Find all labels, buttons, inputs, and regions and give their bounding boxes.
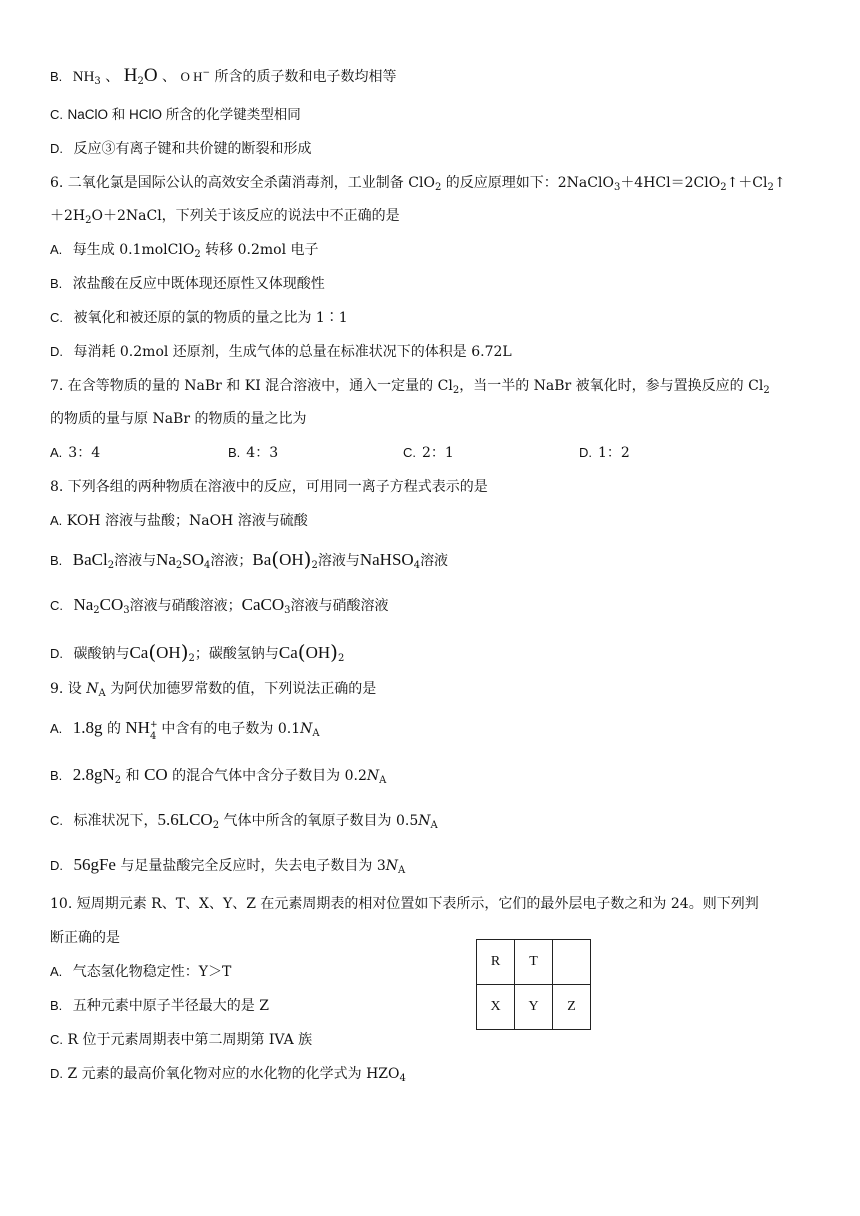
option-label: C. xyxy=(50,310,63,325)
option-text: 溶液与 xyxy=(317,553,360,569)
stem-text: 的物质的量与原 NaBr 的物质的量之比为 xyxy=(50,411,307,427)
periodic-table-fragment xyxy=(476,939,591,1030)
option-text: 碳酸钠与 xyxy=(73,646,130,662)
option-label: D. xyxy=(50,1066,63,1081)
subscript: 2 xyxy=(767,182,774,193)
stem-text: 断正确的是 xyxy=(50,930,120,946)
table-row xyxy=(477,985,591,1030)
option-label: C. xyxy=(50,813,63,828)
stem-text: ＋2H xyxy=(50,208,86,224)
option-text: 溶液与硝酸溶液； xyxy=(129,598,242,614)
avogadro-symbol: N xyxy=(300,721,313,737)
option-label: A. xyxy=(50,445,63,460)
subscript: 2 xyxy=(452,385,460,396)
formula-nahso4: NaHSO xyxy=(359,550,414,569)
option-label: C. xyxy=(403,445,416,460)
table-cell: T xyxy=(515,940,553,985)
q6-stem-line1 xyxy=(50,174,786,197)
stem-text: ↑ xyxy=(773,175,786,191)
option-text: 气体中所含的氧原子数目为 0.5 xyxy=(219,813,419,829)
option-text: 溶液与硝酸溶液 xyxy=(290,598,389,614)
option-text: 的 xyxy=(102,721,126,737)
stem-text: ↑＋Cl xyxy=(726,175,768,191)
q7-stem-line2 xyxy=(50,410,306,428)
avogadro-symbol: N xyxy=(366,768,380,784)
formula-caoh2: Ca xyxy=(129,643,149,662)
option-label: B. xyxy=(50,553,63,568)
q8-option-b xyxy=(50,549,448,575)
option-text: 所含的质子数和电子数均相等 xyxy=(214,69,397,85)
option-text: 2：1 xyxy=(422,445,454,461)
subscript: 4 xyxy=(413,560,421,571)
option-text: 被氧化和被还原的氯的物质的量之比为 1∶1 xyxy=(73,310,348,326)
subscript: 4 xyxy=(149,731,157,742)
option-text: Z 元素的最高价氧化物对应的水化物的化学式为 HZO xyxy=(67,1066,400,1082)
q5-option-c xyxy=(50,106,301,124)
separator: 、 xyxy=(105,69,120,85)
subscript: 2 xyxy=(212,820,220,831)
option-label: C. xyxy=(50,107,63,122)
option-text: 溶液与 xyxy=(114,553,157,569)
stem-text: 9. 设 xyxy=(50,681,87,697)
q7-stem-line1 xyxy=(50,377,770,400)
table-cell: Y xyxy=(515,985,553,1030)
subscript: 2 xyxy=(194,249,201,260)
formula-na2so4: Na xyxy=(156,550,176,569)
formula-baoh2: Ba xyxy=(252,550,272,569)
option-label: D. xyxy=(50,646,63,661)
formula-na2co3-b: CO xyxy=(99,595,124,614)
q5-option-d xyxy=(50,140,311,158)
q6-option-c xyxy=(50,309,348,327)
formula-h2o-o: O xyxy=(143,65,158,86)
option-label: D. xyxy=(579,445,592,460)
option-label: D. xyxy=(50,858,63,873)
formula-caoh2-2: Ca xyxy=(278,643,298,662)
formula-h2o: H xyxy=(123,65,138,86)
formula-nh3: NH xyxy=(72,69,95,85)
option-label: A. xyxy=(50,513,63,528)
q6-option-a xyxy=(50,241,319,264)
subscript: 3 xyxy=(123,605,130,616)
subscript: 2 xyxy=(188,653,195,664)
superscript: − xyxy=(202,68,211,78)
subscript: 3 xyxy=(613,182,621,193)
left-paren: ( xyxy=(271,547,280,571)
subscript: A xyxy=(312,728,320,739)
q9-option-a xyxy=(50,719,320,743)
right-paren: ) xyxy=(180,640,189,664)
stem-text: ，当一半的 NaBr 被氧化时，参与置换反应的 Cl xyxy=(459,378,764,394)
option-text: 五种元素中原子半径最大的是 Z xyxy=(72,998,269,1014)
q8-stem xyxy=(50,478,488,496)
option-text: ；碳酸氢钠与 xyxy=(194,646,279,662)
right-paren: ) xyxy=(303,547,312,571)
subscript: A xyxy=(98,688,106,699)
quantity: 5.6LCO xyxy=(157,810,213,829)
table-cell: X xyxy=(477,985,515,1030)
option-text: 溶液 xyxy=(420,553,449,569)
option-text: 转移 0.2mol 电子 xyxy=(200,242,319,258)
stem-text: 8. 下列各组的两种物质在溶液中的反应，可用同一离子方程式表示的是 xyxy=(50,479,488,495)
subscript: 2 xyxy=(107,560,115,571)
superscript: + xyxy=(149,720,158,730)
q8-option-a xyxy=(50,512,308,530)
option-text: R 位于元素周期表中第二周期第 IVA 族 xyxy=(67,1032,313,1048)
stem-text: 10. 短周期元素 R、T、X、Y、Z 在元素周期表的相对位置如下表所示，它们的最外层电子数之和为 24。则下列判 xyxy=(50,896,759,912)
q5-option-b xyxy=(50,64,396,91)
avogadro-symbol: N xyxy=(385,858,399,874)
stem-text: 为阿伏加德罗常数的值，下列说法正确的是 xyxy=(105,681,377,697)
formula-nh4: NH xyxy=(125,718,150,737)
stem-text: O＋2NaCl，下列关于该反应的说法中不正确的是 xyxy=(91,208,400,224)
option-text: 气态氢化物稳定性：Y＞T xyxy=(72,964,232,980)
subscript: 2 xyxy=(93,605,100,616)
option-text: 和 xyxy=(121,768,145,784)
separator: 、 xyxy=(162,69,176,85)
q6-option-d xyxy=(50,343,512,361)
formula-oh: O H xyxy=(180,69,203,84)
option-label: D. xyxy=(50,344,63,359)
option-text: 溶液； xyxy=(210,553,253,569)
q10-option-a xyxy=(50,963,231,981)
option-text: 与足量盐酸完全反应时，失去电子数目为 3 xyxy=(115,858,386,874)
q10-stem-line2 xyxy=(50,929,120,947)
stem-text: ＋4HCl＝2ClO xyxy=(620,175,721,191)
option-text: 的混合气体中含分子数目为 0.2 xyxy=(167,768,367,784)
q10-option-b xyxy=(50,997,269,1015)
quantity: 2.8gN xyxy=(72,765,115,784)
subscript: 2 xyxy=(85,215,92,226)
formula-bacl2: BaCl xyxy=(72,550,108,569)
q9-option-c xyxy=(50,811,438,835)
q6-option-b xyxy=(50,275,325,293)
formula-co: CO xyxy=(144,765,168,784)
stem-text: 6. 二氧化氯是国际公认的高效安全杀菌消毒剂，工业制备 ClO xyxy=(50,175,435,191)
option-label: C. xyxy=(50,1032,63,1047)
subscript: 2 xyxy=(175,560,183,571)
option-label: D. xyxy=(50,141,63,156)
subscript: 2 xyxy=(720,182,727,193)
q7-option-d xyxy=(579,444,630,462)
formula-oh: OH xyxy=(156,643,181,662)
q7-option-c xyxy=(403,444,454,462)
formula-oh: OH xyxy=(279,550,304,569)
option-text: NaClO 和 HClO 所含的化学键类型相同 xyxy=(67,107,301,122)
q10-option-c xyxy=(50,1031,312,1049)
subscript: A xyxy=(430,820,438,831)
option-text: 1：2 xyxy=(598,445,630,461)
option-text: KOH 溶液与盐酸；NaOH 溶液与硫酸 xyxy=(66,513,308,529)
option-label: B. xyxy=(50,768,63,783)
option-text: 4：3 xyxy=(246,445,279,461)
table-row xyxy=(477,940,591,985)
subscript: 2 xyxy=(114,775,122,786)
q8-option-d xyxy=(50,642,344,668)
option-text: 标准状况下， xyxy=(73,813,158,829)
table-cell: Z xyxy=(553,985,591,1030)
avogadro-symbol: N xyxy=(86,681,99,697)
subscript: 2 xyxy=(763,385,770,396)
left-paren: ( xyxy=(297,640,306,664)
subscript: 4 xyxy=(399,1073,406,1084)
subscript: 2 xyxy=(137,76,144,87)
option-label: A. xyxy=(50,964,63,979)
q7-option-b xyxy=(228,444,278,462)
option-text: 浓盐酸在反应中既体现还原性又体现酸性 xyxy=(72,276,325,292)
subscript: 2 xyxy=(337,653,345,664)
q8-option-c xyxy=(50,596,389,620)
quantity: 1.8g xyxy=(72,718,103,737)
subscript: A xyxy=(398,865,406,876)
q9-stem xyxy=(50,680,376,703)
avogadro-symbol: N xyxy=(418,813,431,829)
subscript: 2 xyxy=(434,182,442,193)
formula-na2co3: Na xyxy=(73,595,94,614)
subscript: A xyxy=(379,775,387,786)
q10-stem-line1 xyxy=(50,895,759,913)
option-label: B. xyxy=(50,69,63,84)
subscript: 3 xyxy=(94,76,101,87)
quantity: 56gFe xyxy=(73,855,116,874)
subscript: 3 xyxy=(284,605,291,616)
formula-caco3: CaCO xyxy=(241,595,285,614)
subscript: 2 xyxy=(311,560,318,571)
table-cell xyxy=(553,940,591,985)
option-label: B. xyxy=(228,445,241,460)
stem-text: 的反应原理如下：2NaClO xyxy=(441,175,614,191)
q9-option-b xyxy=(50,766,386,790)
q10-option-d xyxy=(50,1065,406,1088)
formula-oh: OH xyxy=(305,643,331,662)
q6-stem-line2 xyxy=(50,207,400,230)
option-text: 中含有的电子数为 0.1 xyxy=(156,721,301,737)
q7-option-a xyxy=(50,444,100,462)
option-label: B. xyxy=(50,276,63,291)
subscript: 4 xyxy=(204,560,211,571)
option-text: 反应③有离子键和共价键的断裂和形成 xyxy=(73,141,312,157)
option-label: B. xyxy=(50,998,63,1013)
option-label: A. xyxy=(50,242,63,257)
option-text: 每生成 0.1molClO xyxy=(72,242,195,258)
option-text: 每消耗 0.2mol 还原剂，生成气体的总量在标准状况下的体积是 6.72L xyxy=(73,344,512,360)
right-paren: ) xyxy=(330,640,338,664)
q9-option-d xyxy=(50,856,405,880)
option-text: 3：4 xyxy=(68,445,101,461)
table-cell: R xyxy=(477,940,515,985)
left-paren: ( xyxy=(148,640,157,664)
formula-na2so4-b: SO xyxy=(182,550,205,569)
option-label: A. xyxy=(50,721,63,736)
option-label: C. xyxy=(50,598,63,613)
stem-text: 7. 在含等物质的量的 NaBr 和 KI 混合溶液中，通入一定量的 Cl xyxy=(50,378,453,394)
